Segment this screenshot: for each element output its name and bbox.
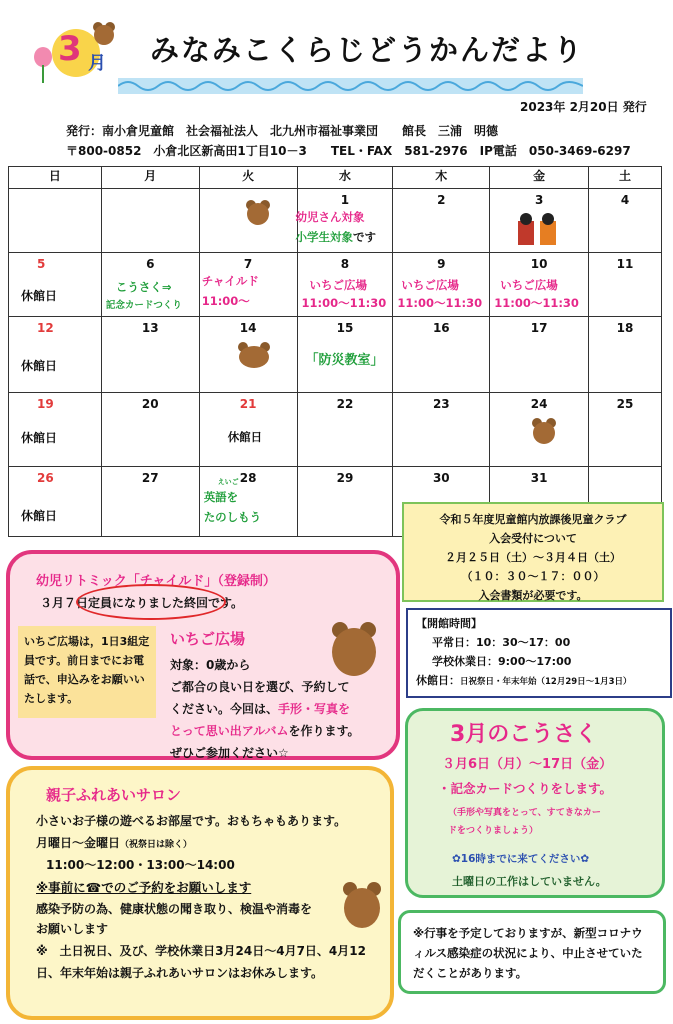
day-number: 6 bbox=[146, 257, 155, 271]
club-note: 入会書類が必要です。 bbox=[478, 589, 588, 602]
day-cell bbox=[297, 317, 393, 393]
day-number: 1 bbox=[340, 193, 350, 207]
event-strawberry: いちご広場 bbox=[500, 278, 558, 292]
ichigo-title: いちご広場 bbox=[170, 630, 246, 648]
event-strawberry: いちご広場 bbox=[309, 278, 368, 292]
day-number: 22 bbox=[336, 397, 354, 411]
bear-icon bbox=[244, 199, 272, 229]
day-number: 14 bbox=[239, 321, 257, 335]
day-number: 26 bbox=[37, 471, 54, 485]
day-cell bbox=[297, 189, 393, 253]
day-cell bbox=[199, 317, 297, 393]
day-cell bbox=[393, 253, 490, 317]
salon-line-7: 日、年末年始は親子ふれあいサロンはお休みします。 bbox=[36, 966, 324, 980]
weekday-header: 金 bbox=[490, 167, 589, 189]
day-number: 28 bbox=[239, 471, 257, 485]
day-cell bbox=[393, 317, 490, 393]
event-strawberry-time: 11:00～11:30 bbox=[301, 296, 387, 310]
day-cell bbox=[199, 467, 297, 537]
day-number: 30 bbox=[432, 471, 450, 485]
day-number: 8 bbox=[340, 257, 350, 271]
calendar-table bbox=[8, 166, 662, 537]
covid-notice: ※行事を予定しておりますが、新型コロナウィルス感染症の状況により、中止させていただくことがあります。 bbox=[398, 910, 666, 994]
day-number: 10 bbox=[530, 257, 548, 271]
day-number: 15 bbox=[336, 321, 354, 335]
day-number: 4 bbox=[620, 193, 630, 207]
closed-label: 休館日 bbox=[227, 430, 263, 444]
salon-title: 親子ふれあいサロン bbox=[46, 786, 182, 804]
month-badge bbox=[30, 25, 110, 85]
event-infant: 幼児さん対象 bbox=[295, 210, 365, 224]
calendar-week bbox=[9, 253, 662, 317]
event-english-ruby: えいご bbox=[217, 478, 239, 486]
closed-label: 休館日 bbox=[21, 431, 58, 445]
month-number: 3 bbox=[58, 29, 82, 69]
day-number: 21 bbox=[239, 397, 257, 411]
day-number: 25 bbox=[616, 397, 634, 411]
day-cell bbox=[101, 253, 199, 317]
day-cell bbox=[199, 253, 297, 317]
bear-icon bbox=[530, 417, 558, 447]
event-english-line2: たのしもう bbox=[203, 510, 262, 524]
rhythm-title: 幼児リトミック「チャイルド」（登録制） bbox=[36, 574, 276, 589]
day-number: 29 bbox=[336, 471, 354, 485]
salon-line-1: 小さいお子様の遊べるお部屋です。おもちゃもあります。 bbox=[36, 814, 347, 828]
day-cell bbox=[393, 189, 490, 253]
day-cell bbox=[589, 393, 662, 467]
ichigo-body-2: ください。今回は、手形・写真を bbox=[170, 702, 351, 716]
ichigo-body-3: とって思い出アルバムを作ります。 bbox=[170, 724, 360, 738]
day-cell bbox=[101, 317, 199, 393]
issuer-line: 発行：南小倉児童館 社会福祉法人 北九州市福祉事業団 館長 三浦 明德 bbox=[66, 124, 499, 138]
calendar-week bbox=[9, 189, 662, 253]
hours-school-holiday: 学校休業日：9:00～17:00 bbox=[432, 655, 572, 668]
event-child: チャイルド bbox=[201, 274, 259, 288]
craft-line-5: 土曜日の工作はしていません。 bbox=[452, 875, 607, 888]
afterschool-club-box bbox=[402, 502, 664, 602]
hours-closed: 休館日：日祝祭日・年末年始（12月29日～1月3日） bbox=[416, 674, 632, 687]
event-craft-detail: 記念カードつくり bbox=[105, 300, 182, 311]
day-cell bbox=[199, 393, 297, 467]
craft-box bbox=[405, 708, 665, 898]
bear-icon bbox=[340, 880, 384, 930]
rhythm-box bbox=[6, 550, 400, 760]
day-cell bbox=[101, 467, 199, 537]
day-number: 24 bbox=[530, 397, 548, 411]
salon-reserve: ※事前に☎でのご予約をお願いします bbox=[36, 880, 252, 895]
hours-weekday: 平常日：10：30～17：00 bbox=[432, 636, 571, 649]
craft-title: 3月のこうさく bbox=[450, 722, 598, 747]
day-cell bbox=[297, 467, 393, 537]
day-cell bbox=[589, 189, 662, 253]
calendar-week bbox=[9, 393, 662, 467]
event-elementary: 小学生対象です bbox=[295, 230, 377, 244]
day-cell bbox=[297, 253, 393, 317]
day-number: 18 bbox=[616, 321, 634, 335]
weekday-header: 水 bbox=[297, 167, 393, 189]
club-subtitle: 入会受付について bbox=[489, 532, 577, 545]
event-english: 英語を bbox=[203, 490, 239, 504]
event-strawberry: いちご広場 bbox=[401, 278, 459, 292]
event-craft: こうさく⇒ bbox=[115, 280, 172, 294]
salon-box bbox=[6, 766, 394, 1020]
hina-doll-icon bbox=[516, 211, 560, 247]
day-number: 31 bbox=[530, 471, 548, 485]
closed-label: 休館日 bbox=[21, 509, 58, 523]
strawberry-side-note: いちご広場は，1日3組定員です。前日までにお電話で、申込みをお願いいたします。 bbox=[18, 626, 156, 718]
wave-divider bbox=[118, 78, 583, 94]
salon-days: 月曜日～金曜日（祝祭日は除く） bbox=[36, 836, 193, 850]
day-number: 23 bbox=[432, 397, 450, 411]
day-number: 27 bbox=[141, 471, 159, 485]
event-strawberry-time: 11:00～11:30 bbox=[397, 296, 483, 310]
craft-dates: ３月6日（月）～17日（金） bbox=[442, 757, 613, 772]
day-number: 13 bbox=[141, 321, 159, 335]
day-cell bbox=[297, 393, 393, 467]
ichigo-body-4: ぜひご参加ください☆ bbox=[170, 746, 289, 760]
tulip-icon bbox=[30, 45, 56, 85]
salon-line-6: ※ 土日祝日、及び、学校休業日3月24日～4月7日、4月12 bbox=[36, 944, 366, 958]
day-cell bbox=[589, 317, 662, 393]
calendar-week bbox=[9, 317, 662, 393]
day-number: 7 bbox=[243, 257, 253, 271]
day-cell bbox=[9, 189, 102, 253]
craft-line-3: ドをつくりましょう） bbox=[448, 826, 539, 836]
salon-line-4: 感染予防の為、健康状態の聞き取り、検温や消毒を bbox=[36, 902, 313, 916]
day-number: 17 bbox=[530, 321, 548, 335]
rhythm-notice: ３月７日定員になりました終回です。 bbox=[40, 596, 244, 610]
page-title: みなみこくらじどうかんだより bbox=[150, 33, 585, 67]
craft-line-2: （手形や写真をとって、すてきなカー bbox=[448, 808, 601, 818]
ichigo-body-1: ご都合の良い日を選び、予約して bbox=[170, 680, 350, 694]
craft-line-1: ・記念カードつくりをします。 bbox=[438, 781, 613, 796]
day-number: 5 bbox=[37, 257, 46, 271]
day-number: 12 bbox=[37, 321, 54, 335]
salon-times: 11:00～12:00・13:00～14:00 bbox=[46, 858, 235, 872]
opening-hours-box bbox=[406, 608, 672, 698]
bear-phone-icon bbox=[328, 620, 380, 678]
day-number: 9 bbox=[437, 257, 446, 271]
craft-line-4: ✿16時までに来てください✿ bbox=[452, 853, 590, 865]
day-cell bbox=[199, 189, 297, 253]
day-cell bbox=[393, 393, 490, 467]
address-line: 〒800-0852 小倉北区新高田1丁目10－3 TEL・FAX 581-2976 IP電話 050-3469-6297 bbox=[66, 144, 631, 158]
weekday-header: 日 bbox=[9, 167, 102, 189]
weekday-header: 火 bbox=[199, 167, 297, 189]
closed-label: 休館日 bbox=[21, 289, 58, 303]
event-child-time: 11:00～ bbox=[201, 294, 250, 308]
bear-icon bbox=[92, 21, 116, 47]
day-cell bbox=[9, 253, 102, 317]
weekday-header: 木 bbox=[393, 167, 490, 189]
day-cell bbox=[101, 393, 199, 467]
weekday-header: 月 bbox=[101, 167, 199, 189]
day-cell bbox=[490, 189, 589, 253]
ichigo-target: 対象：0歳から bbox=[170, 658, 251, 672]
day-number: 16 bbox=[432, 321, 450, 335]
day-cell bbox=[9, 317, 102, 393]
club-time: （１０：３０～１７：００） bbox=[461, 570, 605, 583]
hours-title: 【開館時間】 bbox=[416, 617, 482, 630]
day-number: 3 bbox=[534, 193, 544, 207]
day-cell bbox=[9, 393, 102, 467]
event-disaster-class: 「防災教室」 bbox=[305, 353, 384, 368]
day-cell bbox=[490, 317, 589, 393]
day-number: 2 bbox=[437, 193, 446, 207]
day-cell bbox=[9, 467, 102, 537]
day-cell bbox=[490, 253, 589, 317]
issue-date: 2023年 2月20日 発行 bbox=[520, 100, 647, 114]
day-number: 11 bbox=[616, 257, 634, 271]
weekday-header: 土 bbox=[589, 167, 662, 189]
club-title: 令和５年度児童館内放課後児童クラブ bbox=[439, 513, 627, 526]
bear-icon bbox=[234, 341, 274, 371]
day-number: 20 bbox=[141, 397, 159, 411]
club-dates: ２月２５日（土）～３月４日（土） bbox=[445, 551, 621, 564]
day-cell bbox=[589, 253, 662, 317]
month-suffix: 月 bbox=[88, 53, 106, 74]
day-cell bbox=[490, 393, 589, 467]
salon-line-5: お願いします bbox=[36, 922, 109, 936]
day-number: 19 bbox=[37, 397, 54, 411]
day-cell bbox=[101, 189, 199, 253]
notice-circle-mark bbox=[76, 584, 226, 620]
calendar-header-row bbox=[9, 167, 662, 189]
closed-label: 休館日 bbox=[21, 359, 58, 373]
event-strawberry-time: 11:00～11:30 bbox=[494, 296, 579, 310]
